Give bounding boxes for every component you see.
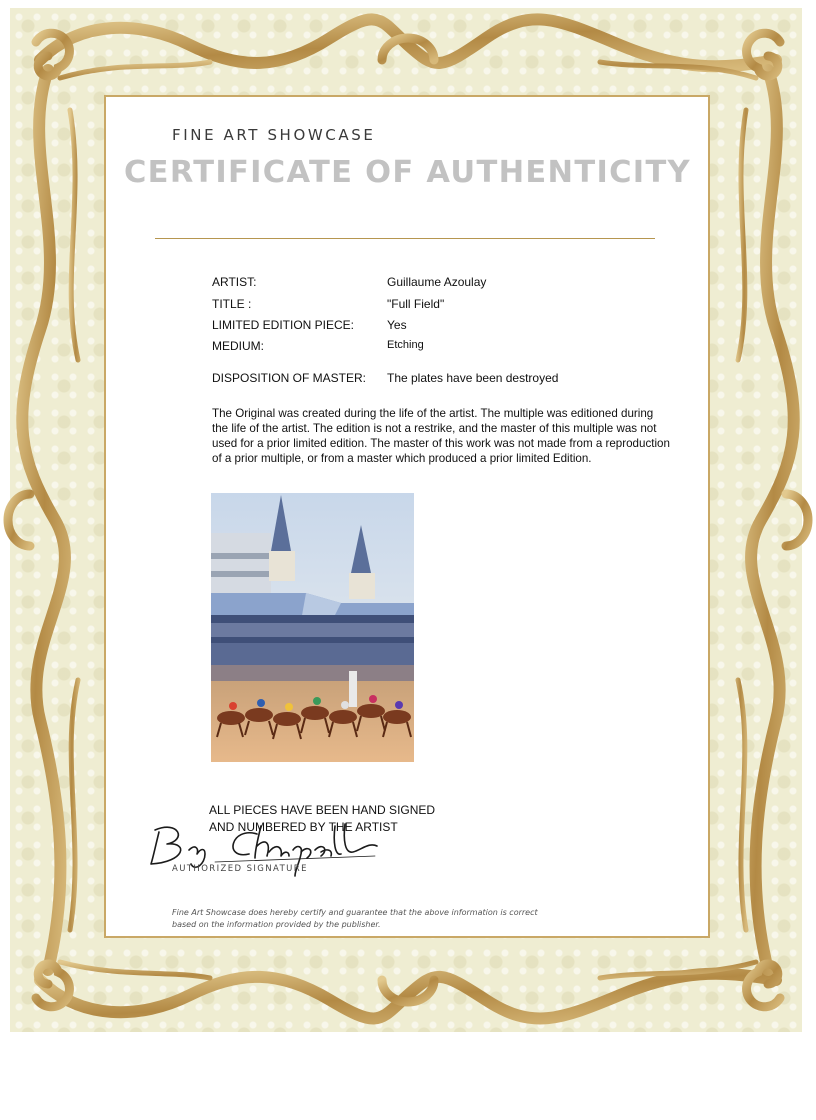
publisher-disclaimer <box>172 907 612 931</box>
authorized-signature-caption: AUTHORIZED SIGNATURE <box>172 864 308 874</box>
brand-name: FINE ART SHOWCASE <box>172 126 376 144</box>
medium-label: MEDIUM: <box>212 339 264 353</box>
artwork-image <box>211 493 414 762</box>
medium-value: Etching <box>387 339 424 351</box>
limited-edition-value: Yes <box>387 318 407 332</box>
authenticity-statement: The Original was created during the life of the artist. The multiple was editioned during the life of the artist. The edition is not a restrike, and the master of this multiple was not used for a prior limited edition. The master of this work was not made from a reproduction of a prior multiple, or from a master which produced a prior limited Edition. <box>212 407 670 465</box>
title-divider <box>155 238 655 239</box>
disclaimer-line-1: Fine Art Showcase does hereby certify and guarantee that the above information is correct <box>172 908 538 917</box>
disposition-value: The plates have been destroyed <box>387 371 559 385</box>
title-value: "Full Field" <box>387 297 445 311</box>
disposition-label: DISPOSITION OF MASTER: <box>212 371 367 385</box>
certificate-title: CERTIFICATE OF AUTHENTICITY <box>124 155 691 190</box>
artist-label: ARTIST: <box>212 275 257 289</box>
hand-signed-line-2: AND NUMBERED BY THE ARTIST <box>209 820 398 834</box>
artist-value: Guillaume Azoulay <box>387 275 487 289</box>
hand-signed-line-1: ALL PIECES HAVE BEEN HAND SIGNED <box>209 803 436 817</box>
disclaimer-line-2: based on the information provided by the publisher. <box>172 920 381 929</box>
limited-edition-label: LIMITED EDITION PIECE: <box>212 318 355 332</box>
title-label: TITLE : <box>212 297 252 311</box>
